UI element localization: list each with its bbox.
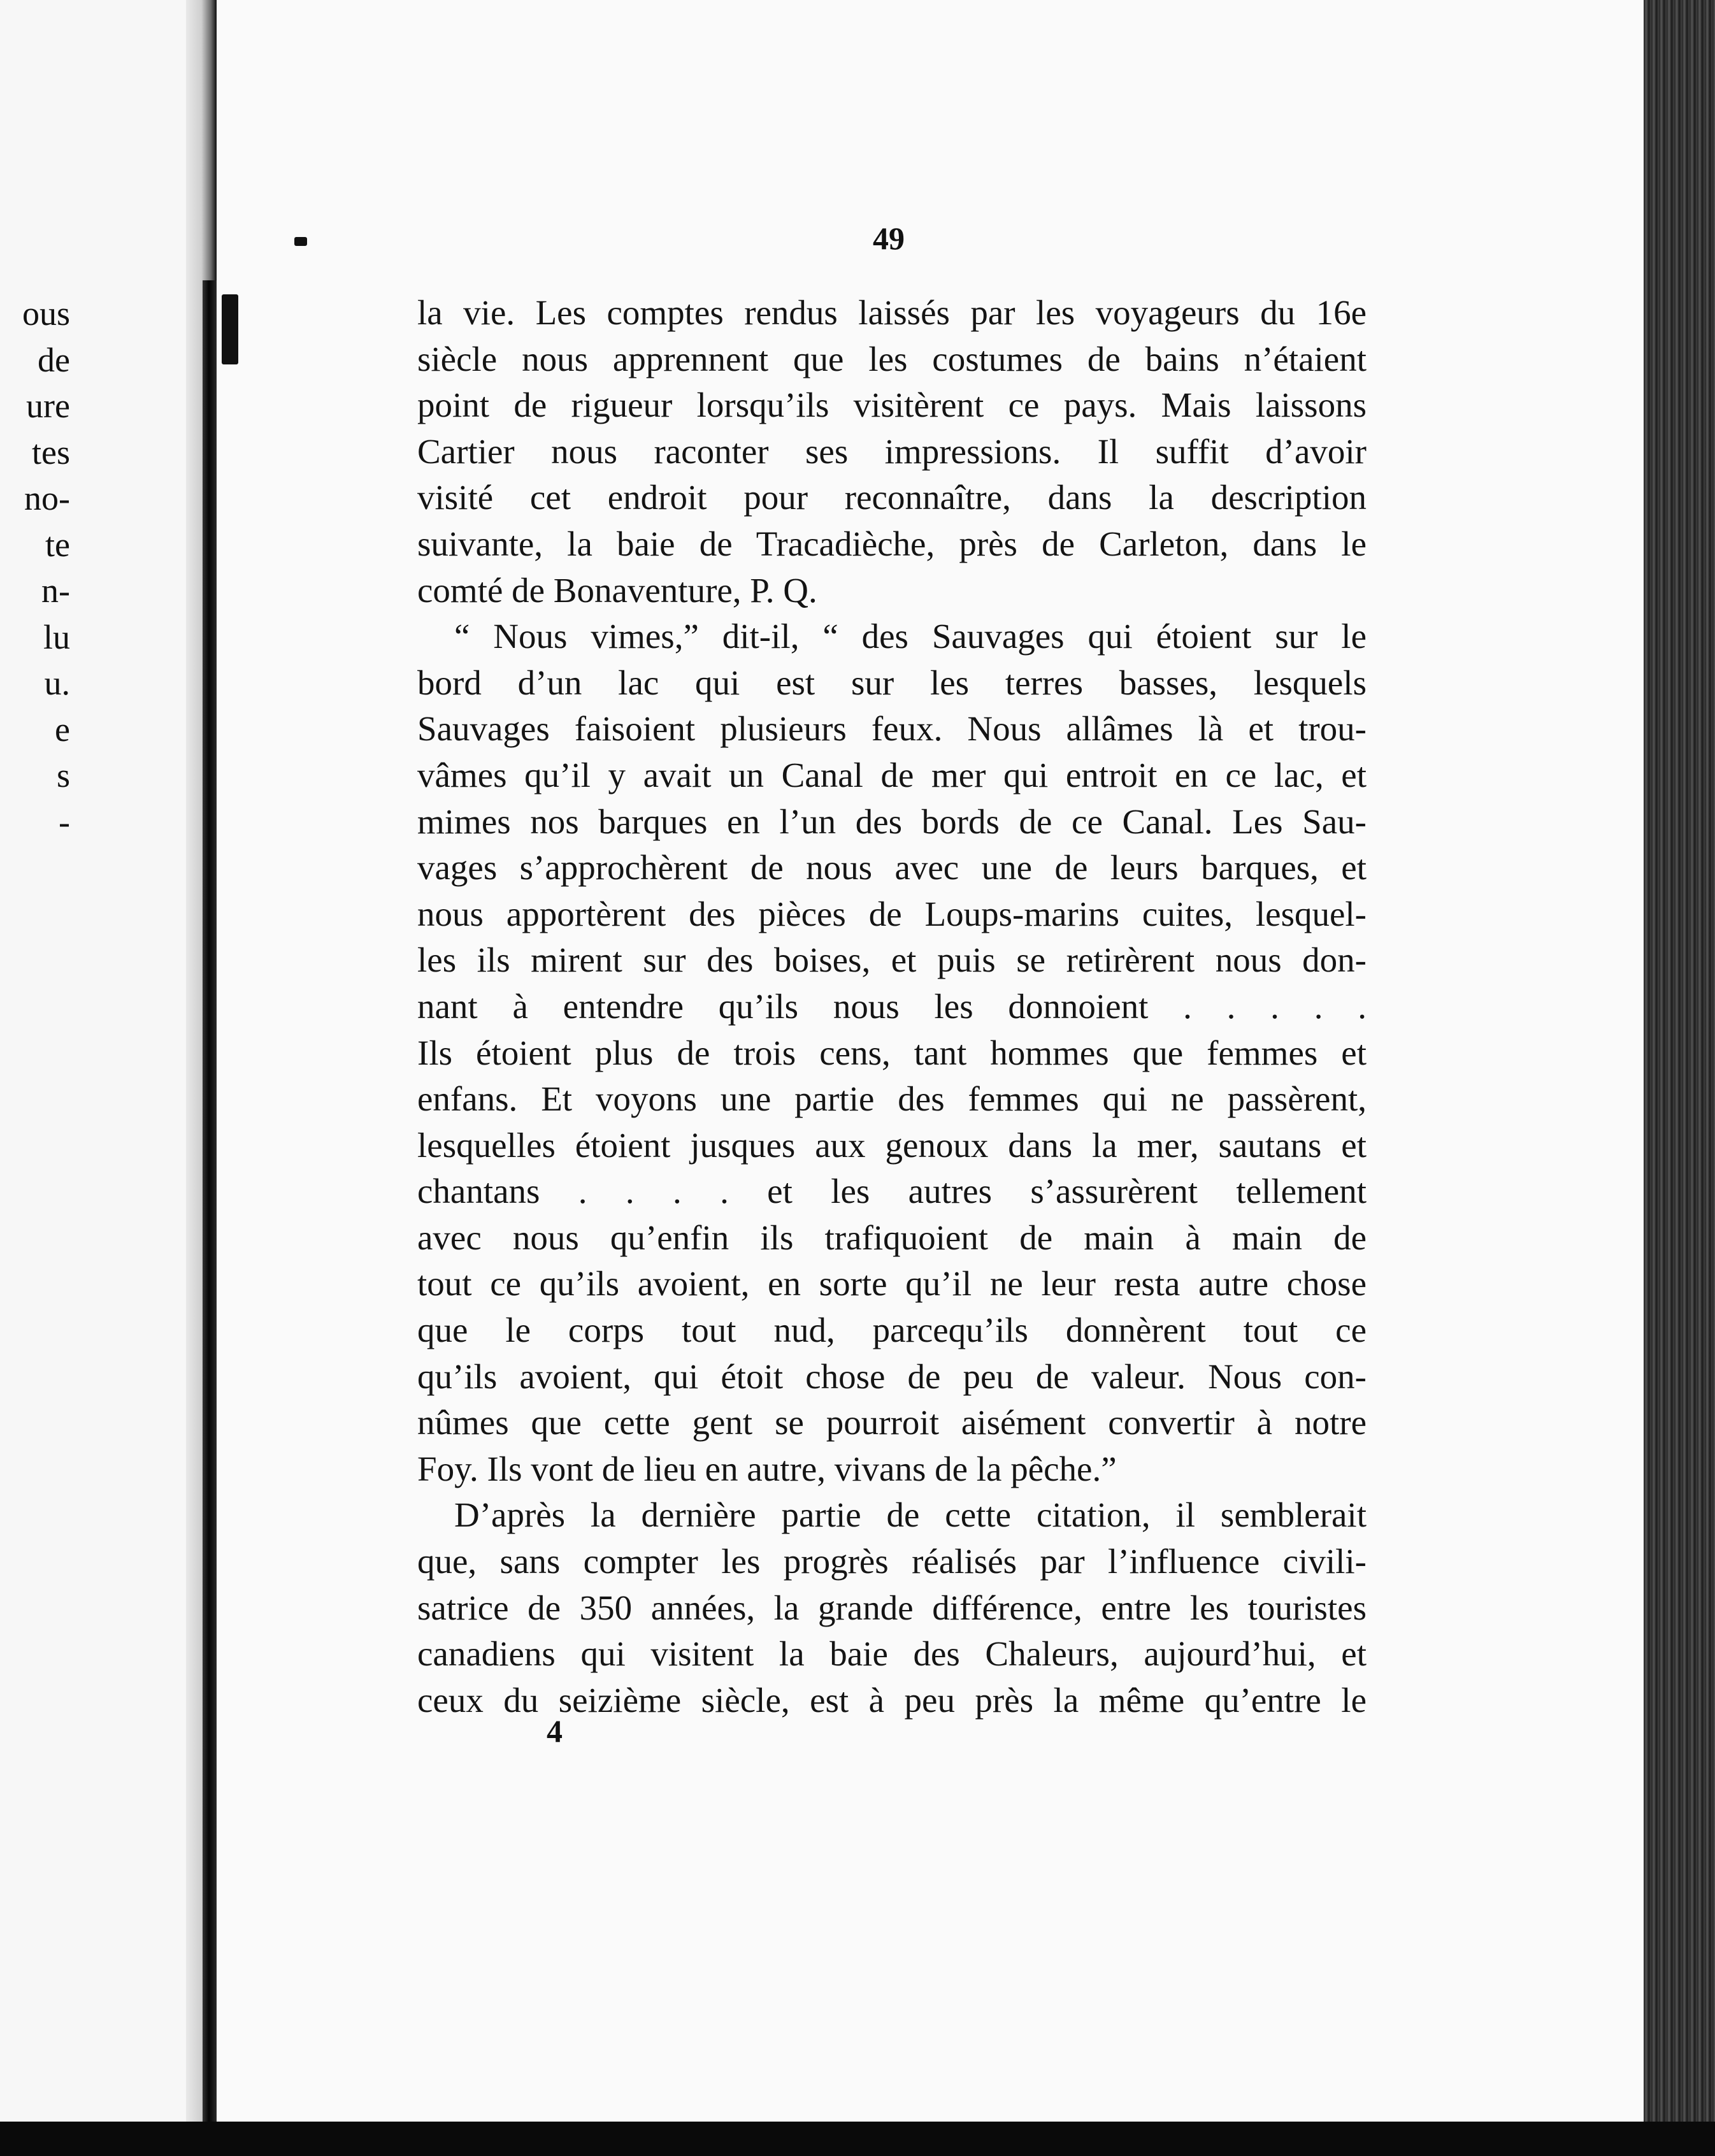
text-line: nûmes que cette gent se pourroit aisément convertir à notre bbox=[417, 1403, 1367, 1442]
signature-mark: 4 bbox=[547, 1713, 563, 1749]
text-line: satrice de 350 années, la grande différence, entre les touristes bbox=[417, 1588, 1367, 1627]
text-line: enfans. Et voyons une partie des femmes qui ne passèrent, bbox=[417, 1079, 1367, 1119]
previous-page-fragment: ure bbox=[26, 387, 70, 425]
previous-page-fragment: u. bbox=[44, 664, 70, 702]
body-text bbox=[417, 290, 1367, 1723]
text-line: Cartier nous raconter ses impressions. Il suffit d’avoir bbox=[417, 431, 1367, 471]
text-line: Sauvages faisoient plusieurs feux. Nous allâmes là et trou- bbox=[417, 709, 1367, 749]
text-line: D’après la dernière partie de cette citation, il semblerait bbox=[454, 1495, 1367, 1535]
text-line: canadiens qui visitent la baie des Chaleurs, aujourd’hui, et bbox=[417, 1634, 1367, 1674]
previous-page-fragment: e bbox=[55, 710, 70, 749]
text-line: avec nous qu’enfin ils trafiquoient de main à main de bbox=[417, 1218, 1367, 1257]
text-line: chantans . . . . et les autres s’assurèrent tellement bbox=[417, 1172, 1367, 1211]
previous-page-fragment: ous bbox=[22, 294, 70, 333]
previous-page bbox=[0, 0, 213, 2122]
text-line: suivante, la baie de Tracadièche, près de Carleton, dans le bbox=[417, 524, 1367, 563]
text-line: siècle nous apprennent que les costumes de bains n’étaient bbox=[417, 339, 1367, 378]
previous-page-fragment: te bbox=[45, 525, 70, 564]
text-line: lesquelles étoient jusques aux genoux dans la mer, sautans et bbox=[417, 1125, 1367, 1165]
scan-border bbox=[0, 2122, 1715, 2156]
page-number: 49 bbox=[873, 220, 905, 256]
text-line: ceux du seizième siècle, est à peu près la même qu’entre le bbox=[417, 1680, 1367, 1720]
previous-page-fragment: - bbox=[59, 802, 70, 841]
text-line: vages s’approchèrent de nous avec une de leurs barques, et bbox=[417, 848, 1367, 888]
text-line: la vie. Les comptes rendus laissés par les voyageurs du 16e bbox=[417, 293, 1367, 332]
binding-shadow bbox=[203, 280, 217, 2128]
text-line: mimes nos barques en l’un des bords de ce Canal. Les Sau- bbox=[417, 801, 1367, 841]
previous-page-fragment: de bbox=[38, 340, 70, 379]
text-line: qu’ils avoient, qui étoit chose de peu de valeur. Nous con- bbox=[417, 1356, 1367, 1396]
text-line: vâmes qu’il y avait un Canal de mer qui entroit en ce lac, et bbox=[417, 755, 1367, 794]
text-line: nous apportèrent des pièces de Loups-marins cuites, lesquel- bbox=[417, 894, 1367, 933]
previous-page-fragment: s bbox=[56, 756, 70, 794]
text-line: “ Nous vimes,” dit-il, “ des Sauvages qui étoient sur le bbox=[454, 617, 1367, 656]
text-line: que, sans compter les progrès réalisés par l’influence civili- bbox=[417, 1542, 1367, 1581]
previous-page-fragment: n- bbox=[41, 571, 70, 610]
page-stack-edge bbox=[1644, 0, 1715, 2156]
text-line: bord d’un lac qui est sur les terres basses, lesquels bbox=[417, 663, 1367, 702]
previous-page-text bbox=[0, 291, 70, 845]
text-line: point de rigueur lorsqu’ils visitèrent ce pays. Mais laissons bbox=[417, 385, 1367, 425]
previous-page-fragment: tes bbox=[32, 433, 70, 471]
ink-mark bbox=[294, 237, 307, 246]
text-line: visité cet endroit pour reconnaître, dans la description bbox=[417, 478, 1367, 517]
text-line: nant à entendre qu’ils nous les donnoient . . . . . bbox=[417, 986, 1367, 1026]
text-line: comté de Bonaventure, P. Q. bbox=[417, 570, 817, 610]
text-line: Foy. Ils vont de lieu en autre, vivans de la pêche.” bbox=[417, 1449, 1117, 1488]
text-line: que le corps tout nud, parcequ’ils donnèrent tout ce bbox=[417, 1311, 1367, 1350]
text-line: les ils mirent sur des boises, et puis se retirèrent nous don- bbox=[417, 940, 1367, 980]
text-line: Ils étoient plus de trois cens, tant hommes que femmes et bbox=[417, 1033, 1367, 1072]
previous-page-fragment: lu bbox=[43, 617, 70, 656]
previous-page-fragment: no- bbox=[24, 479, 70, 517]
ink-mark bbox=[222, 294, 238, 364]
text-line: tout ce qu’ils avoient, en sorte qu’il ne leur resta autre chose bbox=[417, 1264, 1367, 1304]
